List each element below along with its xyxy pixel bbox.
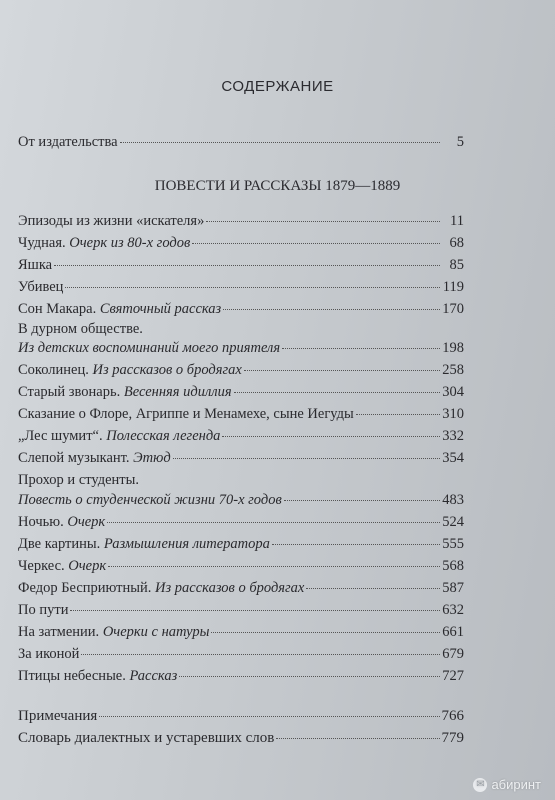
toc-row xyxy=(18,602,464,622)
section-heading: ПОВЕСТИ И РАССКАЗЫ 1879—1889 xyxy=(154,178,401,194)
toc-page-number: 679 xyxy=(442,646,464,662)
dot-leader xyxy=(234,391,440,393)
toc-page-number: 170 xyxy=(442,301,464,317)
toc-row xyxy=(18,235,464,255)
toc-page-number: 568 xyxy=(442,558,464,574)
toc-page-number: 85 xyxy=(449,257,464,273)
toc-row xyxy=(18,257,464,277)
toc-entry-title: Ночью. Очерк xyxy=(18,514,106,530)
dot-leader xyxy=(223,308,440,310)
toc-entry-title: Эпизоды из жизни «искателя» xyxy=(18,213,205,229)
toc-row xyxy=(18,536,464,556)
toc-entry-title: Старый звонарь. Весенняя идиллия xyxy=(18,384,232,400)
toc-row xyxy=(18,428,464,448)
toc-row xyxy=(18,406,464,426)
toc-entry-title: Федор Бесприютный. Из рассказов о бродягах xyxy=(18,580,305,596)
toc-page-number: 354 xyxy=(442,450,464,466)
dot-leader xyxy=(222,435,440,437)
toc-row xyxy=(18,580,464,600)
toc-entry-title: Яшка xyxy=(18,257,53,273)
toc-entry-title: Убивец xyxy=(18,279,64,295)
toc-entry-title: Словарь диалектных и устаревших слов xyxy=(18,730,275,746)
toc-entry-subtitle: Из детских воспоминаний моего приятеля xyxy=(18,340,281,356)
dot-leader xyxy=(173,457,440,459)
dot-leader xyxy=(108,565,440,567)
dot-leader xyxy=(120,141,440,143)
dot-leader xyxy=(356,413,440,415)
toc-page-number: 68 xyxy=(449,235,464,251)
toc-row xyxy=(18,624,464,644)
toc-page-number: 766 xyxy=(441,708,464,724)
toc-page-number: 483 xyxy=(442,492,464,508)
toc-row xyxy=(18,558,464,578)
dot-leader xyxy=(179,675,440,677)
toc-entry-title: Сон Макара. Святочный рассказ xyxy=(18,301,222,317)
toc-page-number: 198 xyxy=(442,340,464,356)
toc-row xyxy=(18,279,464,299)
dot-leader xyxy=(284,499,440,501)
page-title: СОДЕРЖАНИЕ xyxy=(221,78,334,95)
watermark xyxy=(473,777,541,792)
toc-entry-title: „Лес шумит“. Полесская легенда xyxy=(18,428,221,444)
dot-leader xyxy=(107,521,440,523)
toc-page-number: 5 xyxy=(456,134,464,150)
toc-entry-title: Птицы небесные. Рассказ xyxy=(18,668,178,684)
toc-entry-title-line: Прохор и студенты. xyxy=(18,472,140,488)
dot-leader xyxy=(65,286,440,288)
dot-leader xyxy=(54,264,440,266)
dot-leader xyxy=(99,715,439,717)
toc-row-preface xyxy=(18,134,464,154)
dot-leader xyxy=(70,609,440,611)
toc-entry-title: На затмении. Очерки с натуры xyxy=(18,624,210,640)
toc-entry-title: От издательства xyxy=(18,134,118,150)
toc-row xyxy=(18,384,464,404)
toc-row xyxy=(18,301,464,321)
watermark-text: абиринт xyxy=(491,777,541,792)
toc-page-number: 555 xyxy=(442,536,464,552)
dot-leader xyxy=(282,347,440,349)
dot-leader xyxy=(272,543,440,545)
toc-row xyxy=(18,340,464,360)
toc-entry-title: Соколинец. Из рассказов о бродягах xyxy=(18,362,242,378)
toc-entry-title: По пути xyxy=(18,602,69,618)
toc-row-notes xyxy=(18,708,464,728)
toc-entry-title: Черкес. Очерк xyxy=(18,558,107,574)
toc-entry-title-line: В дурном обществе. xyxy=(18,321,143,337)
toc-entry-title: Слепой музыкант. Этюд xyxy=(18,450,171,466)
toc-entry-subtitle: Повесть о студенческой жизни 70-х годов xyxy=(18,492,282,508)
toc-page-number: 779 xyxy=(441,730,464,746)
toc-page-number: 304 xyxy=(442,384,464,400)
toc-row xyxy=(18,514,464,534)
labirint-logo-icon: ✉ xyxy=(473,778,487,792)
dot-leader xyxy=(244,369,440,371)
dot-leader xyxy=(211,631,440,633)
toc-page-number: 632 xyxy=(442,602,464,618)
toc-row xyxy=(18,492,464,512)
dot-leader xyxy=(81,653,440,655)
toc-page-number: 332 xyxy=(442,428,464,444)
dot-leader xyxy=(306,587,440,589)
toc-page-number: 524 xyxy=(442,514,464,530)
toc-row xyxy=(18,668,464,688)
toc-entry-title: Две картины. Размышления литератора xyxy=(18,536,270,552)
dot-leader xyxy=(276,737,439,739)
toc-row xyxy=(18,450,464,470)
toc-entry-title: Сказание о Флоре, Агриппе и Менамехе, сыне Иегуды xyxy=(18,406,354,422)
toc-row xyxy=(18,646,464,666)
dot-leader xyxy=(206,220,440,222)
toc-page-number: 258 xyxy=(442,362,464,378)
toc-page-number: 661 xyxy=(442,624,464,640)
toc-page-number: 11 xyxy=(450,213,464,229)
toc-entry-title: Чудная. Очерк из 80-х годов xyxy=(18,235,191,251)
toc-row xyxy=(18,362,464,382)
toc-entry-title: За иконой xyxy=(18,646,80,662)
dot-leader xyxy=(192,242,440,244)
toc-row xyxy=(18,213,464,233)
toc-row-glossary xyxy=(18,730,464,750)
toc-page-number: 119 xyxy=(442,279,464,295)
toc-page-number: 587 xyxy=(442,580,464,596)
toc-page-number: 727 xyxy=(442,668,464,684)
toc-page-number: 310 xyxy=(442,406,464,422)
toc-entry-title: Примечания xyxy=(18,708,98,724)
